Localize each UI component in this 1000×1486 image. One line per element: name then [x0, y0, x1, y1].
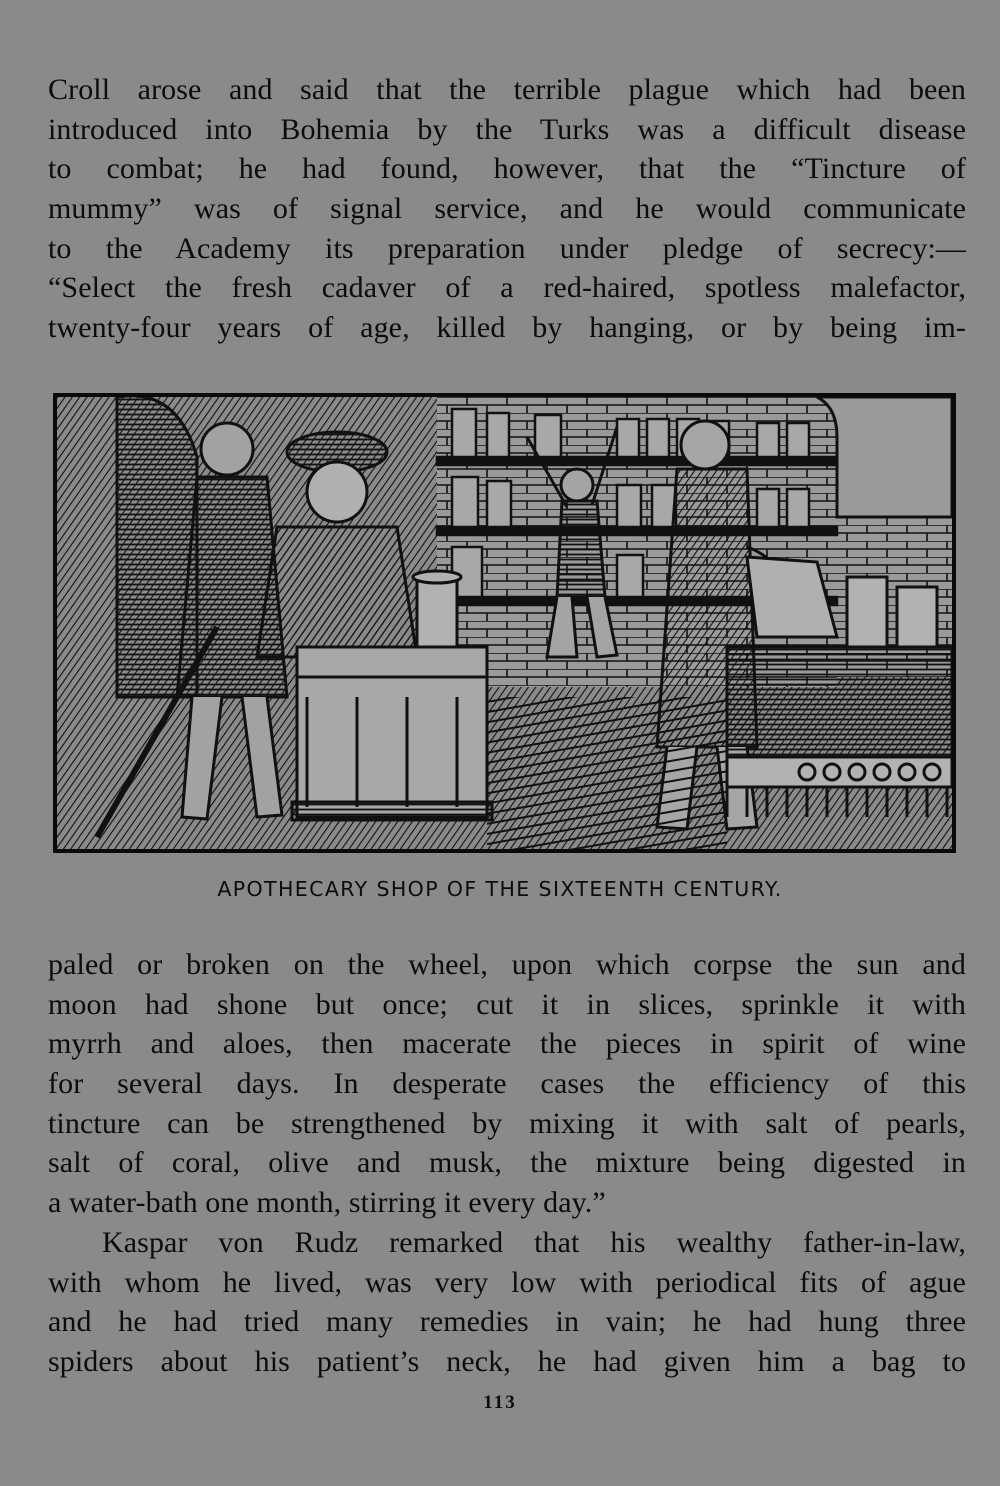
paragraph-bottom — [48, 945, 966, 1382]
text-line: moon had shone but once; cut it in slices, sprinkle it with — [48, 987, 966, 1021]
page-number: 113 — [483, 1392, 517, 1413]
text-line: Croll arose and said that the terrible plague which had been — [48, 73, 966, 106]
text-line: and he had tried many remedies in vain; he had hung three — [48, 1305, 966, 1339]
text-line: tincture can be strengthened by mixing it with salt of pearls, — [48, 1106, 966, 1140]
text-line: a water-bath one month, stirring it every day.” — [48, 1186, 606, 1220]
text-line: with whom he lived, was very low with periodical fits of ague — [48, 1265, 966, 1299]
text-line: for several days. In desperate cases the efficiency of this — [48, 1067, 966, 1101]
text-line: “Select the fresh cadaver of a red-haired, spotless malefactor, — [48, 271, 966, 305]
figure-caption: APOTHECARY SHOP OF THE SIXTEENTH CENTURY. — [217, 877, 783, 901]
text-line: twenty-four years of age, killed by hanging, or by being im- — [48, 311, 966, 345]
text-line: mummy” was of signal service, and he would communicate — [48, 192, 966, 226]
text-line: paled or broken on the wheel, upon which corpse the sun and — [48, 948, 966, 981]
text-line: to combat; he had found, however, that the “Tincture of — [48, 152, 966, 186]
woodcut-apothecary-shop-image — [53, 393, 956, 853]
text-line: myrrh and aloes, then macerate the pieces in spirit of wine — [48, 1027, 966, 1061]
text-line: to the Academy its preparation under pledge of secrecy:— — [48, 231, 966, 265]
woodcut-drawing — [57, 397, 952, 849]
text-line: salt of coral, olive and musk, the mixture being digested in — [48, 1146, 966, 1180]
text-line: introduced into Bohemia by the Turks was a difficult disease — [48, 112, 966, 146]
text-line: spiders about his patient’s neck, he had given him a bag to — [48, 1344, 966, 1378]
text-line: Kaspar von Rudz remarked that his wealthy father-in-law, — [102, 1225, 966, 1259]
paragraph-top — [48, 70, 966, 348]
